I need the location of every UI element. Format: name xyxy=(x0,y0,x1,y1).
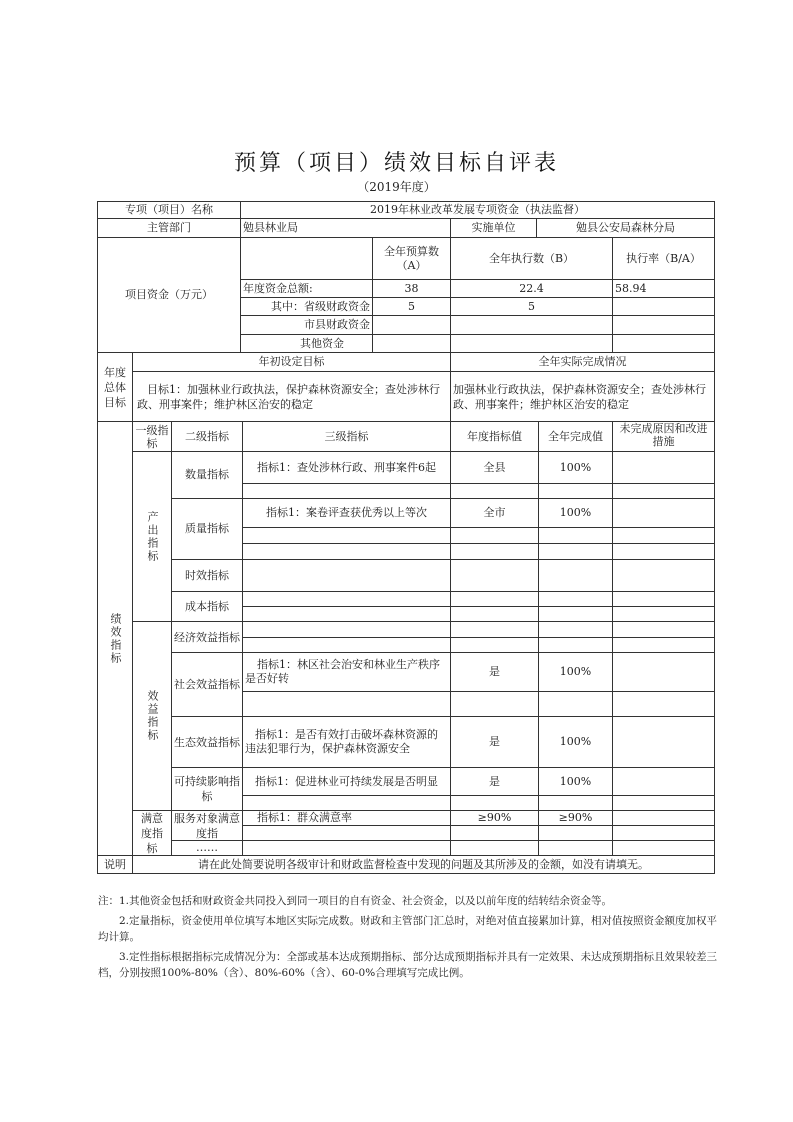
project-name-label: 专项（项目）名称 xyxy=(97,201,241,219)
header-target: 年度指标值 xyxy=(450,421,539,452)
output-label: 产出指标 xyxy=(132,451,172,622)
social-actual: 100% xyxy=(538,652,613,692)
empty-cell xyxy=(612,527,715,544)
social-label: 社会效益指标 xyxy=(171,652,243,717)
funds-row-rate xyxy=(612,315,715,335)
empty-cell xyxy=(612,591,715,607)
quantity-target: 全县 xyxy=(450,451,539,484)
empty-cell xyxy=(242,840,451,856)
funds-row-exec: 22.4 xyxy=(450,279,613,298)
empty-cell xyxy=(242,825,451,841)
funds-row-exec: 5 xyxy=(450,297,613,316)
empty-cell xyxy=(538,559,613,592)
funds-col-exec: 全年执行数（B） xyxy=(450,237,613,280)
empty-cell xyxy=(450,606,539,622)
quality-reason xyxy=(612,498,715,528)
header-reason: 未完成原因和改进措施 xyxy=(612,421,715,452)
funds-col-budget: 全年预算数（A） xyxy=(372,237,451,280)
empty-cell xyxy=(242,795,451,811)
social-target: 是 xyxy=(450,652,539,692)
ecological-item: 指标1：是否有效打击破坏森林资源的违法犯罪行为，保护森林资源安全 xyxy=(242,716,451,768)
empty-cell xyxy=(242,591,451,607)
service-reason xyxy=(612,810,715,826)
empty-cell xyxy=(538,637,613,653)
funds-row-budget xyxy=(372,315,451,335)
note-item: 注：1.其他资金包括和财政资金共同投入到同一项目的自有资金、社会资金，以及以前年度的结转结余资金等。 xyxy=(98,895,613,907)
more-label: …… xyxy=(171,840,243,856)
empty-cell xyxy=(612,825,715,841)
empty-cell xyxy=(450,637,539,653)
quantity-actual: 100% xyxy=(538,451,613,484)
empty-cell xyxy=(242,606,451,622)
service-target: ≥90% xyxy=(450,810,539,826)
empty-cell xyxy=(612,606,715,622)
header-actual: 全年完成值 xyxy=(538,421,613,452)
quality-actual: 100% xyxy=(538,498,613,528)
funds-row-rate: 58.94 xyxy=(612,279,715,298)
ecological-reason xyxy=(612,716,715,768)
ecological-actual: 100% xyxy=(538,716,613,768)
empty-cell xyxy=(538,825,613,841)
empty-cell xyxy=(450,591,539,607)
page-subtitle: （2019年度） xyxy=(357,180,436,194)
funds-row-label: 年度资金总额: xyxy=(240,279,373,298)
empty-cell xyxy=(242,543,451,560)
social-item: 指标1：林区社会治安和林业生产秩序是否好转 xyxy=(242,652,451,692)
empty-cell xyxy=(242,483,451,499)
empty-cell xyxy=(242,637,451,653)
sustainable-reason xyxy=(612,767,715,796)
satisfaction-label: 满意度指标 xyxy=(132,810,172,856)
header-level3: 三级指标 xyxy=(242,421,451,452)
empty-cell xyxy=(450,621,539,638)
quantity-item: 指标1：查处涉林行政、刑事案件6起 xyxy=(242,451,451,484)
empty-cell xyxy=(450,840,539,856)
header-level2: 二级指标 xyxy=(171,421,243,452)
funds-row-budget xyxy=(372,334,451,353)
empty-cell xyxy=(612,840,715,856)
note-item: 2.定量指标，资金使用单位填写本地区实际完成数。财政和主管部门汇总时，对绝对值直接累加计算，相对值按照资金额度加权平均计算。 xyxy=(98,915,718,943)
empty-cell xyxy=(612,483,715,499)
empty-cell xyxy=(450,483,539,499)
funds-row-rate xyxy=(612,334,715,353)
timeliness-label: 时效指标 xyxy=(171,559,243,592)
goals-actual-text: 加强林业行政执法，保护森林资源安全；查处涉林行政、刑事案件；维护林区治安的稳定 xyxy=(450,371,715,422)
economic-label: 经济效益指标 xyxy=(171,621,243,653)
funds-row-rate xyxy=(612,297,715,316)
empty-cell xyxy=(538,691,613,717)
empty-cell xyxy=(450,527,539,544)
service-item: 指标1：群众满意率 xyxy=(242,810,451,826)
empty-cell xyxy=(538,606,613,622)
notes xyxy=(98,893,723,985)
funds-row-budget: 38 xyxy=(372,279,451,298)
quality-label: 质量指标 xyxy=(171,498,243,560)
impl-value: 勉县公安局森林分局 xyxy=(536,218,715,238)
remark-text: 请在此处简要说明各级审计和财政监督检查中发现的问题及其所涉及的金额，如没有请填无。 xyxy=(132,855,715,874)
empty-cell xyxy=(538,543,613,560)
benefit-label: 效益指标 xyxy=(132,621,172,811)
funds-row-exec xyxy=(450,334,613,353)
empty-cell xyxy=(450,825,539,841)
empty-cell xyxy=(242,559,451,592)
social-reason xyxy=(612,652,715,692)
empty-cell xyxy=(612,543,715,560)
empty-cell xyxy=(242,691,451,717)
sustainable-item: 指标1：促进林业可持续发展是否明显 xyxy=(242,767,451,796)
empty-cell xyxy=(538,527,613,544)
project-name-value: 2019年林业改革发展专项资金（执法监督） xyxy=(240,201,715,219)
funds-row-label: 市县财政资金 xyxy=(240,315,373,335)
empty-cell xyxy=(538,483,613,499)
cost-label: 成本指标 xyxy=(171,591,243,622)
quantity-label: 数量指标 xyxy=(171,451,243,499)
funds-label: 项目资金（万元） xyxy=(97,237,241,353)
goals-planned-header: 年初设定目标 xyxy=(132,352,451,372)
page-title: 预算（项目）绩效目标自评表 xyxy=(233,151,559,176)
sustainable-target: 是 xyxy=(450,767,539,796)
empty-cell xyxy=(612,621,715,638)
impl-label: 实施单位 xyxy=(450,218,537,238)
sustainable-label: 可持续影响指标 xyxy=(171,767,243,811)
funds-row-label: 其他资金 xyxy=(240,334,373,353)
empty-cell xyxy=(612,559,715,592)
goals-planned-text: 目标1：加强林业行政执法，保护森林资源安全；查处涉林行政、刑事案件；维护林区治安的稳定 xyxy=(132,371,451,422)
dept-label: 主管部门 xyxy=(97,218,241,238)
funds-row-label: 其中：省级财政资金 xyxy=(240,297,373,316)
quantity-reason xyxy=(612,451,715,484)
funds-row-budget: 5 xyxy=(372,297,451,316)
note-item: 3.定性指标根据指标完成情况分为：全部或基本达成预期指标、部分达成预期指标并具有一定效果、未达成预期指标且效果较差三档，分别按照100%-80%（含）、80%-60%（含）、60-0%合理填写完成比例。 xyxy=(98,951,718,979)
empty-cell xyxy=(538,621,613,638)
funds-row-exec xyxy=(450,315,613,335)
empty-cell xyxy=(538,795,613,811)
service-label: 服务对象满意度指 xyxy=(171,810,243,841)
funds-header-blank xyxy=(240,237,373,280)
empty-cell xyxy=(242,621,451,638)
quality-target: 全市 xyxy=(450,498,539,528)
empty-cell xyxy=(612,795,715,811)
empty-cell xyxy=(538,591,613,607)
remark-label: 说明 xyxy=(97,855,133,874)
goals-actual-header: 全年实际完成情况 xyxy=(450,352,715,372)
funds-col-rate: 执行率（B/A） xyxy=(612,237,715,280)
empty-cell xyxy=(450,543,539,560)
indicators-section-label: 绩效指标 xyxy=(97,421,133,856)
empty-cell xyxy=(450,691,539,717)
empty-cell xyxy=(612,637,715,653)
quality-item: 指标1：案卷评查获优秀以上等次 xyxy=(242,498,451,528)
service-actual: ≥90% xyxy=(538,810,613,826)
dept-value: 勉县林业局 xyxy=(240,218,451,238)
ecological-label: 生态效益指标 xyxy=(171,716,243,768)
empty-cell xyxy=(450,795,539,811)
empty-cell xyxy=(538,840,613,856)
sustainable-actual: 100% xyxy=(538,767,613,796)
empty-cell xyxy=(242,527,451,544)
ecological-target: 是 xyxy=(450,716,539,768)
goals-label: 年度总体目标 xyxy=(97,352,133,422)
header-level1: 一级指标 xyxy=(132,421,172,452)
empty-cell xyxy=(450,559,539,592)
empty-cell xyxy=(612,691,715,717)
